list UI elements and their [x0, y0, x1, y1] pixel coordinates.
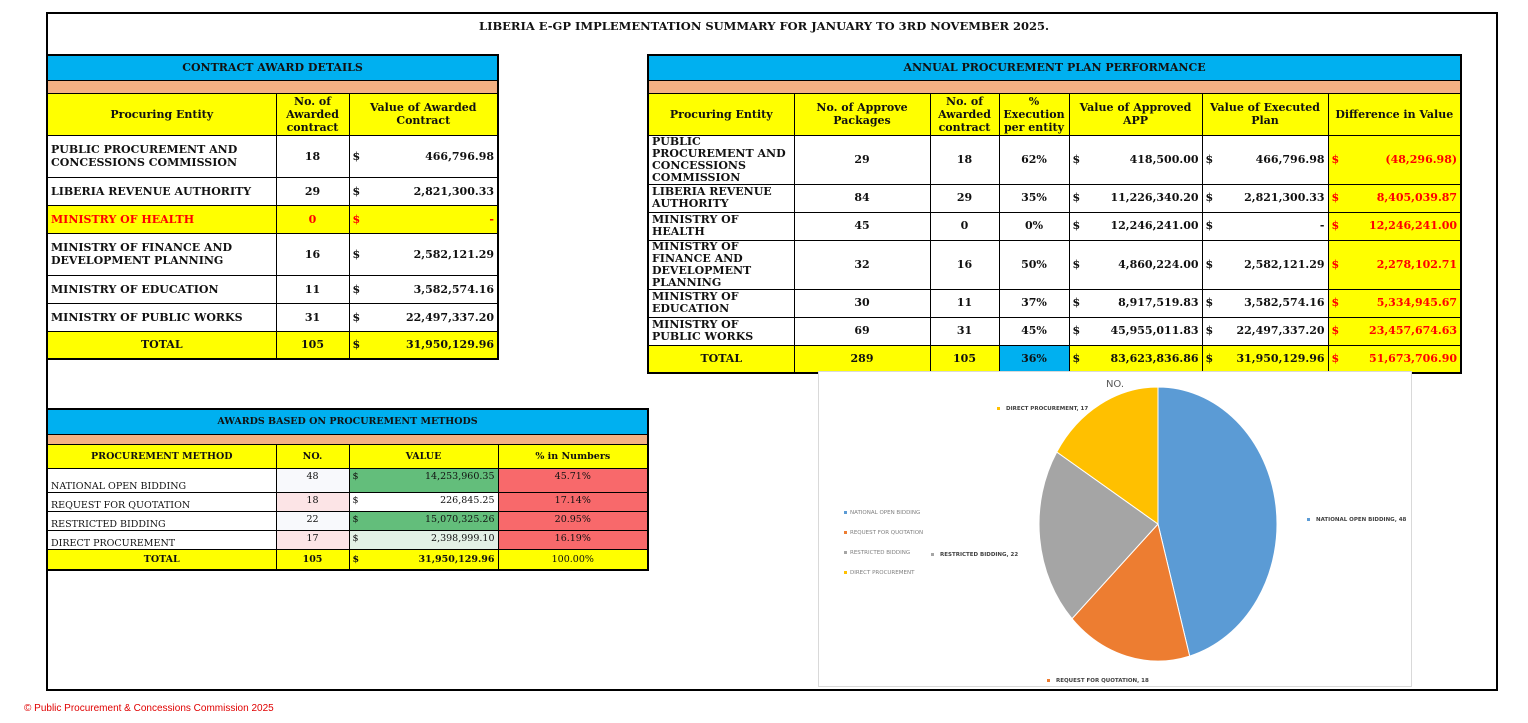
- table-row: REQUEST FOR QUOTATION 18 $ 226,845.25 17.14%: [47, 492, 648, 511]
- procurement-methods-table: [46, 408, 649, 571]
- contract-award-heading: CONTRACT AWARD DETAILS: [47, 55, 498, 80]
- report-title: LIBERIA E-GP IMPLEMENTATION SUMMARY FOR JANUARY TO 3RD NOVEMBER 2025.: [478, 19, 1050, 33]
- data-label: DIRECT PROCUREMENT, 17: [997, 406, 1088, 412]
- table-row: NATIONAL OPEN BIDDING 48 $ 14,253,960.35 45.71%: [47, 468, 648, 492]
- table-row: MINISTRY OF FINANCE AND DEVELOPMENT PLANNING 32 16 50% $ 4,860,224.00 $ 2,582,121.29 $ 2,278,102.71: [648, 240, 1461, 289]
- table-row: MINISTRY OF FINANCE AND DEVELOPMENT PLANNING 16 $ 2,582,121.29: [47, 233, 498, 275]
- table-row: MINISTRY OF EDUCATION 30 11 37% $ 8,917,519.83 $ 3,582,574.16 $ 5,334,945.67: [648, 289, 1461, 317]
- table-row: MINISTRY OF EDUCATION 11 $ 3,582,574.16: [47, 275, 498, 303]
- legend-item: REQUEST FOR QUOTATION: [844, 530, 923, 550]
- table-row-highlighted: MINISTRY OF HEALTH 0 $ -: [47, 205, 498, 233]
- col-header: PROCUREMENT METHOD: [47, 444, 276, 468]
- app-performance-table: [647, 54, 1462, 374]
- col-header: Procuring Entity: [47, 93, 276, 135]
- data-label: RESTRICTED BIDDING, 22: [931, 552, 1018, 558]
- table-row: MINISTRY OF PUBLIC WORKS 69 31 45% $ 45,955,011.83 $ 22,497,337.20 $ 23,457,674.63: [648, 317, 1461, 345]
- legend-item: NATIONAL OPEN BIDDING: [844, 510, 923, 530]
- data-label: NATIONAL OPEN BIDDING, 48: [1307, 517, 1406, 523]
- col-header: NO.: [276, 444, 349, 468]
- table-row: RESTRICTED BIDDING 22 $ 15,070,325.26 20.95%: [47, 511, 648, 530]
- table-row: MINISTRY OF HEALTH 45 0 0% $ 12,246,241.00 $ - $ 12,246,241.00: [648, 212, 1461, 240]
- total-row: TOTAL 289 105 36% $ 83,623,836.86 $ 31,950,129.96 $ 51,673,706.90: [648, 345, 1461, 373]
- col-header: % Execution per entity: [999, 93, 1069, 135]
- contract-award-table: [46, 54, 499, 360]
- col-header: % in Numbers: [498, 444, 648, 468]
- copyright-footer: © Public Procurement & Concessions Commission 2025: [24, 703, 274, 714]
- table-row: LIBERIA REVENUE AUTHORITY 84 29 35% $ 11,226,340.20 $ 2,821,300.33 $ 8,405,039.87: [648, 184, 1461, 212]
- total-row: TOTAL 105 $ 31,950,129.96: [47, 331, 498, 359]
- col-header: No. of Approve Packages: [794, 93, 930, 135]
- col-header: No. of Awarded contract: [930, 93, 999, 135]
- data-label: REQUEST FOR QUOTATION, 18: [1047, 678, 1149, 684]
- col-header: Value of Executed Plan: [1202, 93, 1328, 135]
- table-row: DIRECT PROCUREMENT 17 $ 2,398,999.10 16.19%: [47, 530, 648, 549]
- pie-chart: [818, 371, 1412, 687]
- col-header: No. of Awarded contract: [276, 93, 349, 135]
- table-row: PUBLIC PROCUREMENT AND CONCESSIONS COMMISSION 18 $ 466,796.98: [47, 135, 498, 177]
- chart-title: NO.: [1105, 379, 1125, 390]
- app-performance-heading: ANNUAL PROCUREMENT PLAN PERFORMANCE: [648, 55, 1461, 80]
- table-row: LIBERIA REVENUE AUTHORITY 29 $ 2,821,300.33: [47, 177, 498, 205]
- legend-item: RESTRICTED BIDDING: [844, 550, 923, 570]
- col-header: Value of Approved APP: [1069, 93, 1202, 135]
- total-row: TOTAL 105 $ 31,950,129.96 100.00%: [47, 549, 648, 570]
- legend-item: DIRECT PROCUREMENT: [844, 570, 923, 590]
- table-row: PUBLIC PROCUREMENT AND CONCESSIONS COMMISSION 29 18 62% $ 418,500.00 $ 466,796.98 $ (48,296.98): [648, 135, 1461, 184]
- methods-heading: AWARDS BASED ON PROCUREMENT METHODS: [47, 409, 648, 434]
- col-header: VALUE: [349, 444, 498, 468]
- chart-legend: [844, 510, 923, 590]
- col-header: Difference in Value: [1328, 93, 1461, 135]
- table-row: MINISTRY OF PUBLIC WORKS 31 $ 22,497,337.20: [47, 303, 498, 331]
- col-header: Value of Awarded Contract: [349, 93, 498, 135]
- col-header: Procuring Entity: [648, 93, 794, 135]
